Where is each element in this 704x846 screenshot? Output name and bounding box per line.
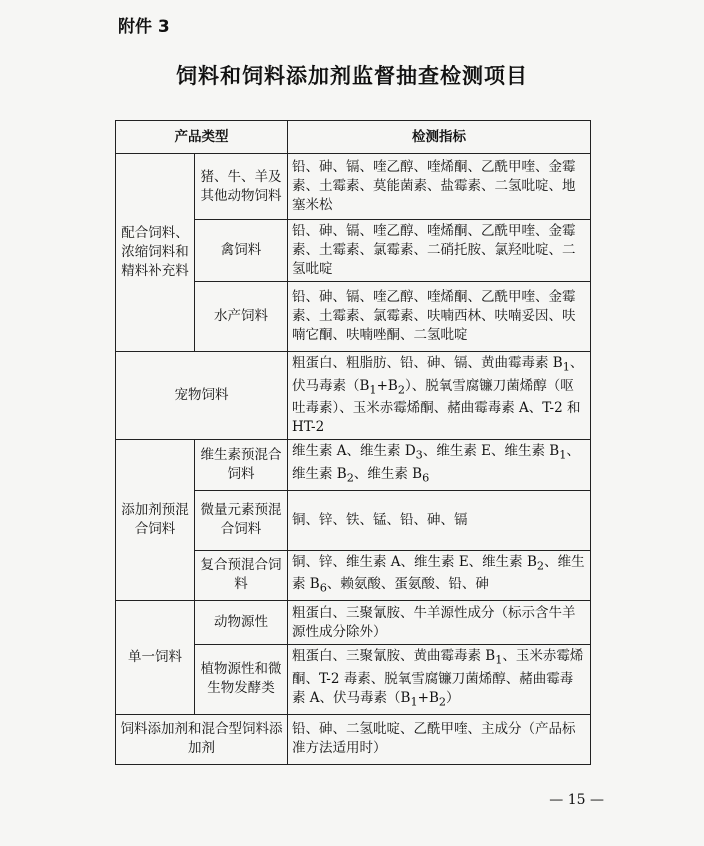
group-additive-premix: 添加剂预混合饲料 bbox=[116, 440, 195, 601]
vitamin-items-part3: 、维生素 B bbox=[292, 443, 580, 483]
row-name-additive: 饲料添加剂和混合型饲料添加剂 bbox=[116, 714, 288, 764]
row-items-poultry: 铅、砷、镉、喹乙醇、喹烯酮、乙酰甲喹、金霉素、土霉素、氯霉素、二硝托胺、氯羟吡啶、二氢吡啶 bbox=[288, 220, 591, 282]
pet-items-part2: 、伏马毒素（B bbox=[292, 355, 584, 394]
page-number: — 15 — bbox=[549, 792, 604, 808]
pet-sub-1b: 1 bbox=[369, 383, 377, 397]
row-name-animal-source: 动物源性 bbox=[195, 601, 288, 645]
group-single-feed: 单一饲料 bbox=[116, 601, 195, 714]
vitamin-sub-2: 2 bbox=[346, 471, 354, 485]
document-title: 饲料和饲料添加剂监督抽查检测项目 bbox=[176, 63, 528, 88]
pet-items-part3: +B bbox=[376, 377, 398, 394]
table-row bbox=[116, 601, 591, 645]
table-row bbox=[116, 154, 591, 220]
plant-items-part3: +B bbox=[417, 689, 439, 706]
table-row bbox=[116, 440, 591, 490]
pet-items-part4: ）、脱氧雪腐镰刀菌烯醇（呕吐毒素）、玉米赤霉烯酮、赭曲霉毒素 A、T-2 和 HT-2 bbox=[292, 377, 581, 436]
plant-sub-1: 1 bbox=[495, 653, 503, 667]
vitamin-sub-6: 6 bbox=[422, 471, 430, 485]
row-items-plant-source bbox=[288, 645, 591, 714]
row-items-pet bbox=[288, 352, 591, 440]
row-name-pet: 宠物饲料 bbox=[116, 352, 288, 440]
table-header-row bbox=[116, 121, 591, 154]
row-name-poultry: 禽饲料 bbox=[195, 220, 288, 282]
vitamin-items-part1: 维生素 A、维生素 D bbox=[292, 443, 416, 460]
row-items-additive: 铅、砷、二氢吡啶、乙酰甲喹、主成分（产品标准方法适用时） bbox=[288, 714, 591, 764]
row-items-trace-premix: 铜、锌、铁、锰、铅、砷、镉 bbox=[288, 490, 591, 550]
row-name-aquatic: 水产饲料 bbox=[195, 282, 288, 352]
row-items-aquatic: 铅、砷、镉、喹乙醇、喹烯酮、乙酰甲喹、金霉素、土霉素、氯霉素、呋喃西林、呋喃妥因、呋喃它酮、呋喃唑酮、二氢吡啶 bbox=[288, 282, 591, 352]
plant-sub-2: 2 bbox=[438, 695, 447, 709]
compound-premix-part1: 铜、锌、维生素 A、维生素 E、维生素 B bbox=[292, 553, 537, 570]
header-product-type: 产品类型 bbox=[116, 121, 288, 154]
pet-sub-1: 1 bbox=[562, 360, 570, 374]
row-name-compound-premix: 复合预混合饲料 bbox=[195, 550, 288, 600]
plant-items-part4: ） bbox=[446, 689, 460, 706]
table-row bbox=[116, 352, 591, 440]
attachment-label: 附件 3 bbox=[118, 17, 170, 37]
compound-premix-sub-2: 2 bbox=[536, 559, 545, 573]
row-items-vitamin-premix bbox=[288, 440, 591, 490]
plant-sub-1b: 1 bbox=[410, 695, 418, 709]
pet-sub-2: 2 bbox=[397, 383, 405, 397]
vitamin-sub-3: 3 bbox=[415, 449, 423, 463]
row-name-livestock: 猪、牛、羊及其他动物饲料 bbox=[195, 154, 288, 220]
vitamin-items-part4: 、维生素 B bbox=[353, 466, 423, 483]
header-indicator: 检测指标 bbox=[288, 121, 591, 154]
table-row bbox=[116, 714, 591, 764]
inspection-items-table bbox=[115, 120, 591, 765]
pet-items-part1: 粗蛋白、粗脂肪、铅、砷、镉、黄曲霉毒素 B bbox=[292, 355, 563, 371]
vitamin-items-part2: 、维生素 E、维生素 B bbox=[422, 443, 560, 460]
plant-items-part2: 、玉米赤霉烯酮、T-2 毒素、脱氧雪腐镰刀菌烯醇、赭曲霉毒素 A、伏马毒素（B bbox=[292, 648, 584, 706]
vitamin-sub-1: 1 bbox=[559, 449, 567, 463]
plant-items-part1: 粗蛋白、三聚氰胺、黄曲霉毒素 B bbox=[292, 648, 496, 665]
row-items-livestock: 铅、砷、镉、喹乙醇、喹烯酮、乙酰甲喹、金霉素、土霉素、莫能菌素、盐霉素、二氢吡啶、地塞米松 bbox=[288, 154, 591, 220]
row-name-plant-source: 植物源性和微生物发酵类 bbox=[195, 645, 288, 714]
compound-premix-sub-6: 6 bbox=[319, 582, 327, 596]
group-compound-feed: 配合饲料、浓缩饲料和精料补充料 bbox=[116, 154, 195, 352]
row-items-compound-premix bbox=[288, 550, 591, 600]
compound-premix-part3: 、赖氨酸、蛋氨酸、铅、砷 bbox=[326, 576, 489, 593]
row-items-animal-source: 粗蛋白、三聚氰胺、牛羊源性成分（标示含牛羊源性成分除外） bbox=[288, 601, 591, 645]
compound-premix-part2: 、维生素 B bbox=[292, 553, 585, 593]
row-name-trace-premix: 微量元素预混合饲料 bbox=[195, 490, 288, 550]
row-name-vitamin-premix: 维生素预混合饲料 bbox=[195, 440, 288, 490]
